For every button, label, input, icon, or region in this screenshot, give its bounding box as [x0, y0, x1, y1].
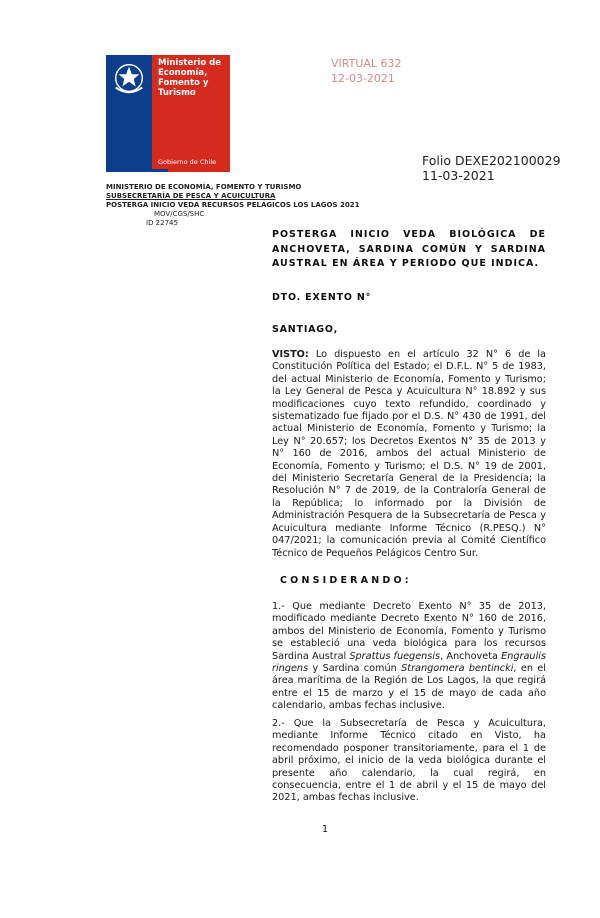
folio-block [422, 153, 561, 183]
considerando-2: 2.- Que la Subsecretaría de Pesca y Acuicultura, mediante Informe Técnico citado en Visto, ha recomendado posponer transitoriamente, para el 1 de abril próximo, el inicio de la veda biológica durante el presente año calendario, la cual regirá, en consecuencia, entre el 1 de abril y el 15 de mayo del 2021, ambas fechas inclusive. [272, 718, 546, 804]
place-label: SANTIAGO, [272, 324, 338, 335]
coat-of-arms-icon [110, 59, 148, 97]
document-header [106, 183, 359, 228]
c1-text-a: 1.- Que mediante Decreto Exento N° 35 de 2013, modificado mediante Decreto Exento N° 160 de 2016, ambos del Ministerio de Economía, Fomento y Turismo se estableció una veda biológica para los recursos Sardina Austral [272, 601, 546, 662]
gobierno-de-chile-logo [106, 55, 230, 172]
header-subject: POSTERGA INICIO VEDA RECURSOS PELÁGICOS LOS LAGOS 2021 [106, 201, 360, 209]
page-number: 1 [322, 824, 329, 835]
c1-text-c: y Sardina común [308, 663, 402, 675]
stamp-virtual-number: VIRTUAL 632 [331, 57, 402, 70]
visto-label: VISTO: [272, 349, 309, 360]
visto-paragraph [272, 349, 546, 560]
c1-text-b: , Anchoveta [440, 650, 502, 662]
species-engraulis: Engraulis ringens [272, 650, 546, 675]
decree-number-label: DTO. EXENTO N° [272, 292, 372, 303]
logo-footer-text: Gobierno de Chile [158, 158, 217, 166]
header-id: ID 22745 [146, 219, 178, 227]
visto-text: Lo dispuesto en el artículo 32 N° 6 de la Constitución Política del Estado; el D.F.L. N° 5 de 1983, del actual Ministerio de Economía, Fomento y Turismo; la Ley General de Pesca y Acuicultura N° 18.892 y sus modificaciones cuyo texto refundido, coordinado y sistematizado fue fijado por el D.S. N° 430 de 1991, del actual Ministerio de Economía, Fomento y Turismo; la Ley N° 20.657; los Decretos Exentos N° 35 de 2013 y N° 160 de 2016, ambos del actual Ministerio de Economía, Fomento y Turismo; el D.S. N° 19 de 2001, del Ministerio Secretaría General de la Presidencia; la Resolución N° 7 de 2019, de la Contraloría General de la República; lo informado por la División de Administración Pesquera de la Subsecretaría de Pesca y Acuicultura mediante Informe Técnico (R.PESQ.) N° 047/2021; la comunicación previa al Comité Científico Técnico de Pequeños Pelágicos Centro Sur. [272, 349, 546, 559]
logo-stripe [106, 169, 230, 172]
decree-title: POSTERGA INICIO VEDA BIOLÓGICA DE ANCHOVETA, SARDINA COMÚN Y SARDINA AUSTRAL EN ÁREA Y PERIODO QUE INDICA. [272, 229, 546, 269]
species-sprattus: Sprattus fuegensis [349, 650, 441, 662]
folio-date: 11-03-2021 [422, 168, 495, 183]
header-ministry: MINISTERIO DE ECONOMÍA, FOMENTO Y TURISMO [106, 183, 302, 191]
considerando-heading: CONSIDERANDO: [280, 575, 412, 586]
virtual-stamp [331, 56, 402, 86]
header-subsecretaria: SUBSECRETARÍA DE PESCA Y ACUICULTURA [106, 192, 276, 200]
logo-blue-panel [106, 55, 152, 172]
logo-ministry-name: Ministerio de Economía, Fomento y Turismo [158, 58, 221, 98]
considerando-1 [272, 601, 546, 713]
species-strangomera: Strangomera bentincki [401, 663, 514, 675]
header-initials: MOV/CGS/SHC [154, 210, 205, 218]
folio-number: Folio DEXE202100029 [422, 153, 561, 168]
stamp-date: 12-03-2021 [331, 72, 395, 85]
c1-text-d: , en el área marítima de la Región de Los Lagos, la que regirá entre el 15 de marzo y el 15 de mayo de cada año calendario, ambas fechas inclusive. [272, 663, 546, 712]
